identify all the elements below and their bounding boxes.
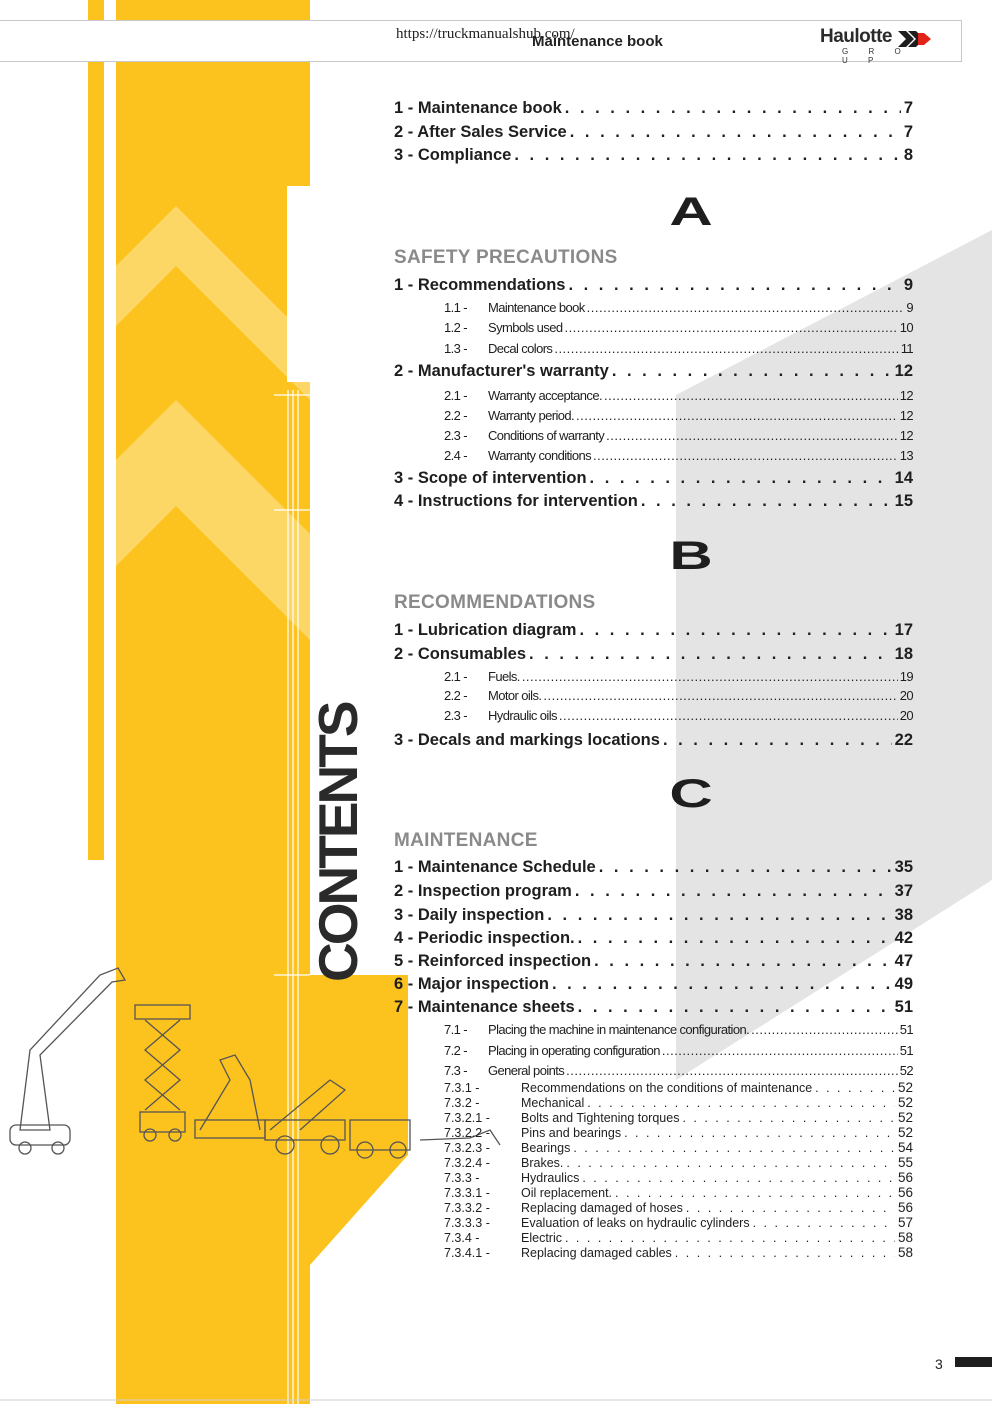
toc-subentry-number: 7.2 - — [444, 1043, 468, 1058]
toc-subentry-number: 7.3 - — [444, 1063, 468, 1078]
toc-subentry-label: Pins and bearings — [521, 1126, 622, 1140]
toc-subentry-number: 7.3.4.1 - — [444, 1246, 490, 1260]
dot-leader — [606, 428, 898, 443]
toc-page-number: 52 — [897, 1125, 913, 1140]
dot-leader — [559, 708, 898, 723]
toc-page-number: 38 — [894, 906, 913, 924]
toc-subentry-label: Bolts and Tightening torques — [521, 1111, 680, 1125]
toc-subentry-label: Placing in operating configuration — [488, 1043, 660, 1058]
toc-page-number: 58 — [897, 1230, 913, 1245]
toc-entry-label: 2 - Manufacturer's warranty — [394, 362, 609, 380]
toc-entry-label: 4 - Periodic inspection. — [394, 929, 575, 947]
toc-subentry[interactable] — [444, 320, 913, 335]
dot-leader — [565, 99, 901, 118]
section-title-maintenance: MAINTENANCE — [394, 830, 538, 851]
toc-page-number: 12 — [899, 388, 913, 403]
toc-subentry-label: Replacing damaged cables — [521, 1246, 672, 1260]
toc-page-number: 51 — [899, 1043, 913, 1058]
toc-subentry-label: Hydraulics — [521, 1171, 580, 1185]
dot-leader — [570, 123, 901, 142]
page-number-bar — [955, 1357, 992, 1367]
toc-entry-label: 3 - Scope of intervention — [394, 469, 587, 487]
dot-leader — [575, 882, 892, 901]
toc-page-number: 18 — [894, 645, 913, 663]
toc-subentry[interactable] — [444, 1200, 913, 1215]
toc-subentry[interactable] — [444, 669, 913, 684]
dot-leader — [682, 1111, 895, 1125]
toc-entry-label: 5 - Reinforced inspection — [394, 952, 592, 970]
toc-subentry-label: Warranty conditions — [488, 448, 591, 463]
toc-entry-label: 3 - Decals and markings locations — [394, 731, 660, 749]
toc-subentry-number: 2.1 - — [444, 388, 468, 403]
toc-page-number: 9 — [906, 300, 913, 315]
dot-leader — [594, 952, 892, 971]
toc-subentry[interactable] — [444, 341, 913, 356]
toc-subentry-label: Replacing damaged of hoses — [521, 1201, 683, 1215]
dot-leader — [568, 276, 900, 295]
toc-subentry[interactable] — [444, 428, 913, 443]
toc-subentry-number: 7.3.2.1 - — [444, 1111, 490, 1125]
dot-leader — [590, 469, 892, 488]
toc-page-number: 57 — [897, 1215, 913, 1230]
toc-subentry-number: 7.1 - — [444, 1022, 468, 1037]
toc-subentry[interactable] — [444, 688, 913, 703]
dot-leader — [641, 492, 892, 511]
toc-page-number: 14 — [894, 469, 913, 487]
toc-page-number: 22 — [894, 731, 913, 749]
dot-leader — [522, 669, 898, 684]
dot-leader — [576, 408, 898, 423]
toc-entry-label: 3 - Daily inspection — [394, 906, 545, 924]
toc-page-number: 15 — [894, 492, 913, 510]
toc-subentry-number: 7.3.1 - — [444, 1081, 480, 1095]
toc-subentry-label: Brakes. — [521, 1156, 564, 1170]
toc-subentry-label: General points — [488, 1063, 565, 1078]
contents-vertical-label: CONTENTS — [307, 703, 369, 982]
header-title: Maintenance book — [532, 33, 663, 50]
dot-leader — [565, 1231, 895, 1245]
toc-entry-label: 3 - Compliance — [394, 146, 512, 164]
logo-chevrons-icon — [898, 31, 932, 47]
toc-subentry[interactable] — [444, 708, 913, 723]
section-letter-c: C — [669, 772, 713, 816]
toc-page-number: 52 — [899, 1063, 913, 1078]
toc-subentry-number: 7.3.2.4 - — [444, 1156, 490, 1170]
toc-subentry-number: 7.3.4 - — [444, 1231, 480, 1245]
section-title-recommendations: RECOMMENDATIONS — [394, 592, 596, 613]
dot-leader — [604, 388, 898, 403]
toc-page-number: 51 — [894, 998, 913, 1016]
logo-subtitle: G R O U P — [842, 47, 910, 65]
toc-entry-label: 1 - Maintenance book — [394, 99, 562, 117]
toc-page-number: 8 — [903, 146, 913, 164]
dot-leader — [552, 975, 892, 994]
toc-subentry-label: Mechanical — [521, 1096, 585, 1110]
toc-subentry-label: Warranty period. — [488, 408, 575, 423]
toc-entry[interactable] — [394, 645, 913, 664]
dot-leader — [579, 621, 891, 640]
toc-page-number: 51 — [899, 1022, 913, 1037]
toc-entry[interactable] — [394, 99, 913, 118]
dot-leader — [566, 1156, 895, 1170]
haulotte-logo — [820, 26, 932, 65]
toc-subentry-label: Fuels. — [488, 669, 520, 684]
toc-subentry[interactable] — [444, 1080, 913, 1095]
toc-subentry[interactable] — [444, 408, 913, 423]
toc-page-number: 58 — [897, 1245, 913, 1260]
toc-entry[interactable] — [394, 882, 913, 901]
toc-subentry-number: 7.3.3 - — [444, 1171, 480, 1185]
toc-entry[interactable] — [394, 276, 913, 295]
page-number: 3 — [935, 1356, 943, 1372]
toc-subentry-number: 2.3 - — [444, 428, 468, 443]
toc-subentry[interactable] — [444, 1063, 913, 1078]
toc-subentry-label: Decal colors — [488, 341, 553, 356]
toc-entry[interactable] — [394, 998, 913, 1017]
toc-entry-label: 2 - Consumables — [394, 645, 527, 663]
dot-leader — [578, 929, 892, 948]
toc-subentry[interactable] — [444, 1095, 913, 1110]
source-url[interactable]: https://truckmanualshub.com/ — [396, 26, 575, 42]
toc-page-number: 19 — [899, 669, 913, 684]
dot-leader — [547, 906, 891, 925]
toc-subentry-number: 7.3.3.2 - — [444, 1201, 490, 1215]
toc-subentry[interactable] — [444, 1140, 913, 1155]
toc-subentry-number: 1.2 - — [444, 320, 468, 335]
toc-subentry-label: Hydraulic oils — [488, 708, 557, 723]
yellow-column — [116, 0, 310, 1404]
toc-page-number: 37 — [894, 882, 913, 900]
toc-subentry-number: 2.2 - — [444, 688, 468, 703]
toc-page-number: 11 — [900, 341, 913, 356]
toc-subentry-number: 7.3.3.3 - — [444, 1216, 490, 1230]
toc-entry[interactable] — [394, 146, 913, 165]
toc-subentry[interactable] — [444, 1170, 913, 1185]
toc-subentry[interactable] — [444, 1110, 913, 1125]
toc-entry[interactable] — [394, 975, 913, 994]
dot-leader — [573, 1141, 895, 1155]
toc-page-number: 54 — [897, 1140, 913, 1155]
section-letter-a: A — [669, 190, 713, 234]
dot-leader — [578, 998, 892, 1017]
toc-entry[interactable] — [394, 952, 913, 971]
dot-leader — [753, 1216, 895, 1230]
dot-leader — [751, 1022, 898, 1037]
toc-entry[interactable] — [394, 362, 913, 381]
dot-leader — [529, 645, 892, 664]
toc-subentry-label: Motor oils. — [488, 688, 542, 703]
toc-page-number: 52 — [897, 1095, 913, 1110]
toc-subentry[interactable] — [444, 1022, 913, 1037]
dot-leader — [593, 448, 898, 463]
toc-entry[interactable] — [394, 906, 913, 925]
dot-leader — [662, 1043, 898, 1058]
toc-page-number: 12 — [899, 428, 913, 443]
toc-subentry-number: 7.3.3.1 - — [444, 1186, 490, 1200]
toc-page-number: 17 — [894, 621, 913, 639]
toc-subentry[interactable] — [444, 1215, 913, 1230]
toc-page-number: 7 — [903, 123, 913, 141]
toc-page-number: 52 — [897, 1080, 913, 1095]
dot-leader — [615, 1186, 895, 1200]
dot-leader — [566, 1063, 898, 1078]
toc-subentry[interactable] — [444, 1043, 913, 1058]
dot-leader — [543, 688, 897, 703]
toc-subentry-label: Conditions of warranty — [488, 428, 605, 443]
dot-leader — [815, 1081, 895, 1095]
toc-page-number: 7 — [903, 99, 913, 117]
toc-subentry-number: 1.3 - — [444, 341, 468, 356]
toc-page-number: 9 — [903, 276, 913, 294]
toc-subentry-number: 2.1 - — [444, 669, 468, 684]
logo-wordmark: Haulotte — [820, 26, 892, 47]
toc-page-number: 49 — [894, 975, 913, 993]
toc-subentry-number: 7.3.2.3 - — [444, 1141, 490, 1155]
toc-subentry-label: Evaluation of leaks on hydraulic cylinders — [521, 1216, 750, 1230]
dot-leader — [587, 300, 905, 315]
toc-subentry-number: 7.3.2 - — [444, 1096, 480, 1110]
dot-leader — [612, 362, 892, 381]
toc-subentry-label: Electric — [521, 1231, 562, 1245]
toc-entry-label: 6 - Major inspection — [394, 975, 549, 993]
dot-leader — [599, 858, 892, 877]
toc-page-number: 12 — [894, 362, 913, 380]
dot-leader — [686, 1201, 895, 1215]
toc-subentry[interactable] — [444, 1245, 913, 1260]
toc-subentry-number: 2.4 - — [444, 448, 468, 463]
toc-entry[interactable] — [394, 621, 913, 640]
toc-entry-label: 2 - Inspection program — [394, 882, 572, 900]
toc-entry[interactable] — [394, 469, 913, 488]
toc-subentry-label: Maintenance book — [488, 300, 585, 315]
toc-subentry[interactable] — [444, 1185, 913, 1200]
toc-page-number: 47 — [894, 952, 913, 970]
toc-page-number: 56 — [897, 1170, 913, 1185]
toc-subentry-label: Recommendations on the conditions of maintenance — [521, 1081, 813, 1095]
toc-entry[interactable] — [394, 492, 913, 511]
toc-page-number: 13 — [899, 448, 913, 463]
toc-entry-label: 4 - Instructions for intervention — [394, 492, 638, 510]
toc-subentry-number: 7.3.2.2 - — [444, 1126, 490, 1140]
toc-entry-label: 1 - Lubrication diagram — [394, 621, 577, 639]
section-title-safety: SAFETY PRECAUTIONS — [394, 247, 618, 268]
dot-leader — [675, 1246, 895, 1260]
toc-subentry-label: Symbols used — [488, 320, 563, 335]
toc-subentry-label: Bearings — [521, 1141, 571, 1155]
toc-subentry-number: 1.1 - — [444, 300, 468, 315]
dot-leader — [582, 1171, 895, 1185]
dot-leader — [514, 146, 900, 165]
toc-subentry-label: Warranty acceptance. — [488, 388, 602, 403]
toc-page-number: 12 — [899, 408, 913, 423]
white-inset — [287, 186, 310, 382]
toc-subentry[interactable] — [444, 1230, 913, 1245]
toc-page-number: 52 — [897, 1110, 913, 1125]
toc-subentry-label: Oil replacement. — [521, 1186, 613, 1200]
toc-page-number: 55 — [897, 1155, 913, 1170]
toc-page-number: 42 — [894, 929, 913, 947]
toc-page-number: 35 — [894, 858, 913, 876]
toc-page-number: 56 — [897, 1185, 913, 1200]
toc-page-number: 20 — [899, 688, 913, 703]
toc-subentry-number: 2.3 - — [444, 708, 468, 723]
toc-page-number: 20 — [899, 708, 913, 723]
toc-page-number: 56 — [897, 1200, 913, 1215]
yellow-band-left — [88, 0, 104, 860]
toc-entry[interactable] — [394, 858, 913, 877]
toc-subentry[interactable] — [444, 448, 913, 463]
dot-leader — [554, 341, 898, 356]
toc-entry[interactable] — [394, 123, 913, 142]
toc-entry[interactable] — [394, 929, 913, 948]
toc-entry-label: 1 - Recommendations — [394, 276, 566, 294]
dot-leader — [663, 731, 892, 750]
toc-subentry[interactable] — [444, 388, 913, 403]
toc-subentry[interactable] — [444, 1125, 913, 1140]
toc-entry-label: 1 - Maintenance Schedule — [394, 858, 596, 876]
toc-entry-label: 7 - Maintenance sheets — [394, 998, 575, 1016]
toc-subentry-label: Placing the machine in maintenance configuration. — [488, 1022, 750, 1037]
toc-subentry[interactable] — [444, 1155, 913, 1170]
dot-leader — [564, 320, 897, 335]
dot-leader — [587, 1096, 895, 1110]
dot-leader — [624, 1126, 895, 1140]
toc-page-number: 10 — [899, 320, 913, 335]
section-letter-b: B — [669, 534, 713, 578]
toc-entry[interactable] — [394, 731, 913, 750]
toc-subentry-number: 2.2 - — [444, 408, 468, 423]
toc-entry-label: 2 - After Sales Service — [394, 123, 567, 141]
toc-subentry[interactable] — [444, 300, 913, 315]
